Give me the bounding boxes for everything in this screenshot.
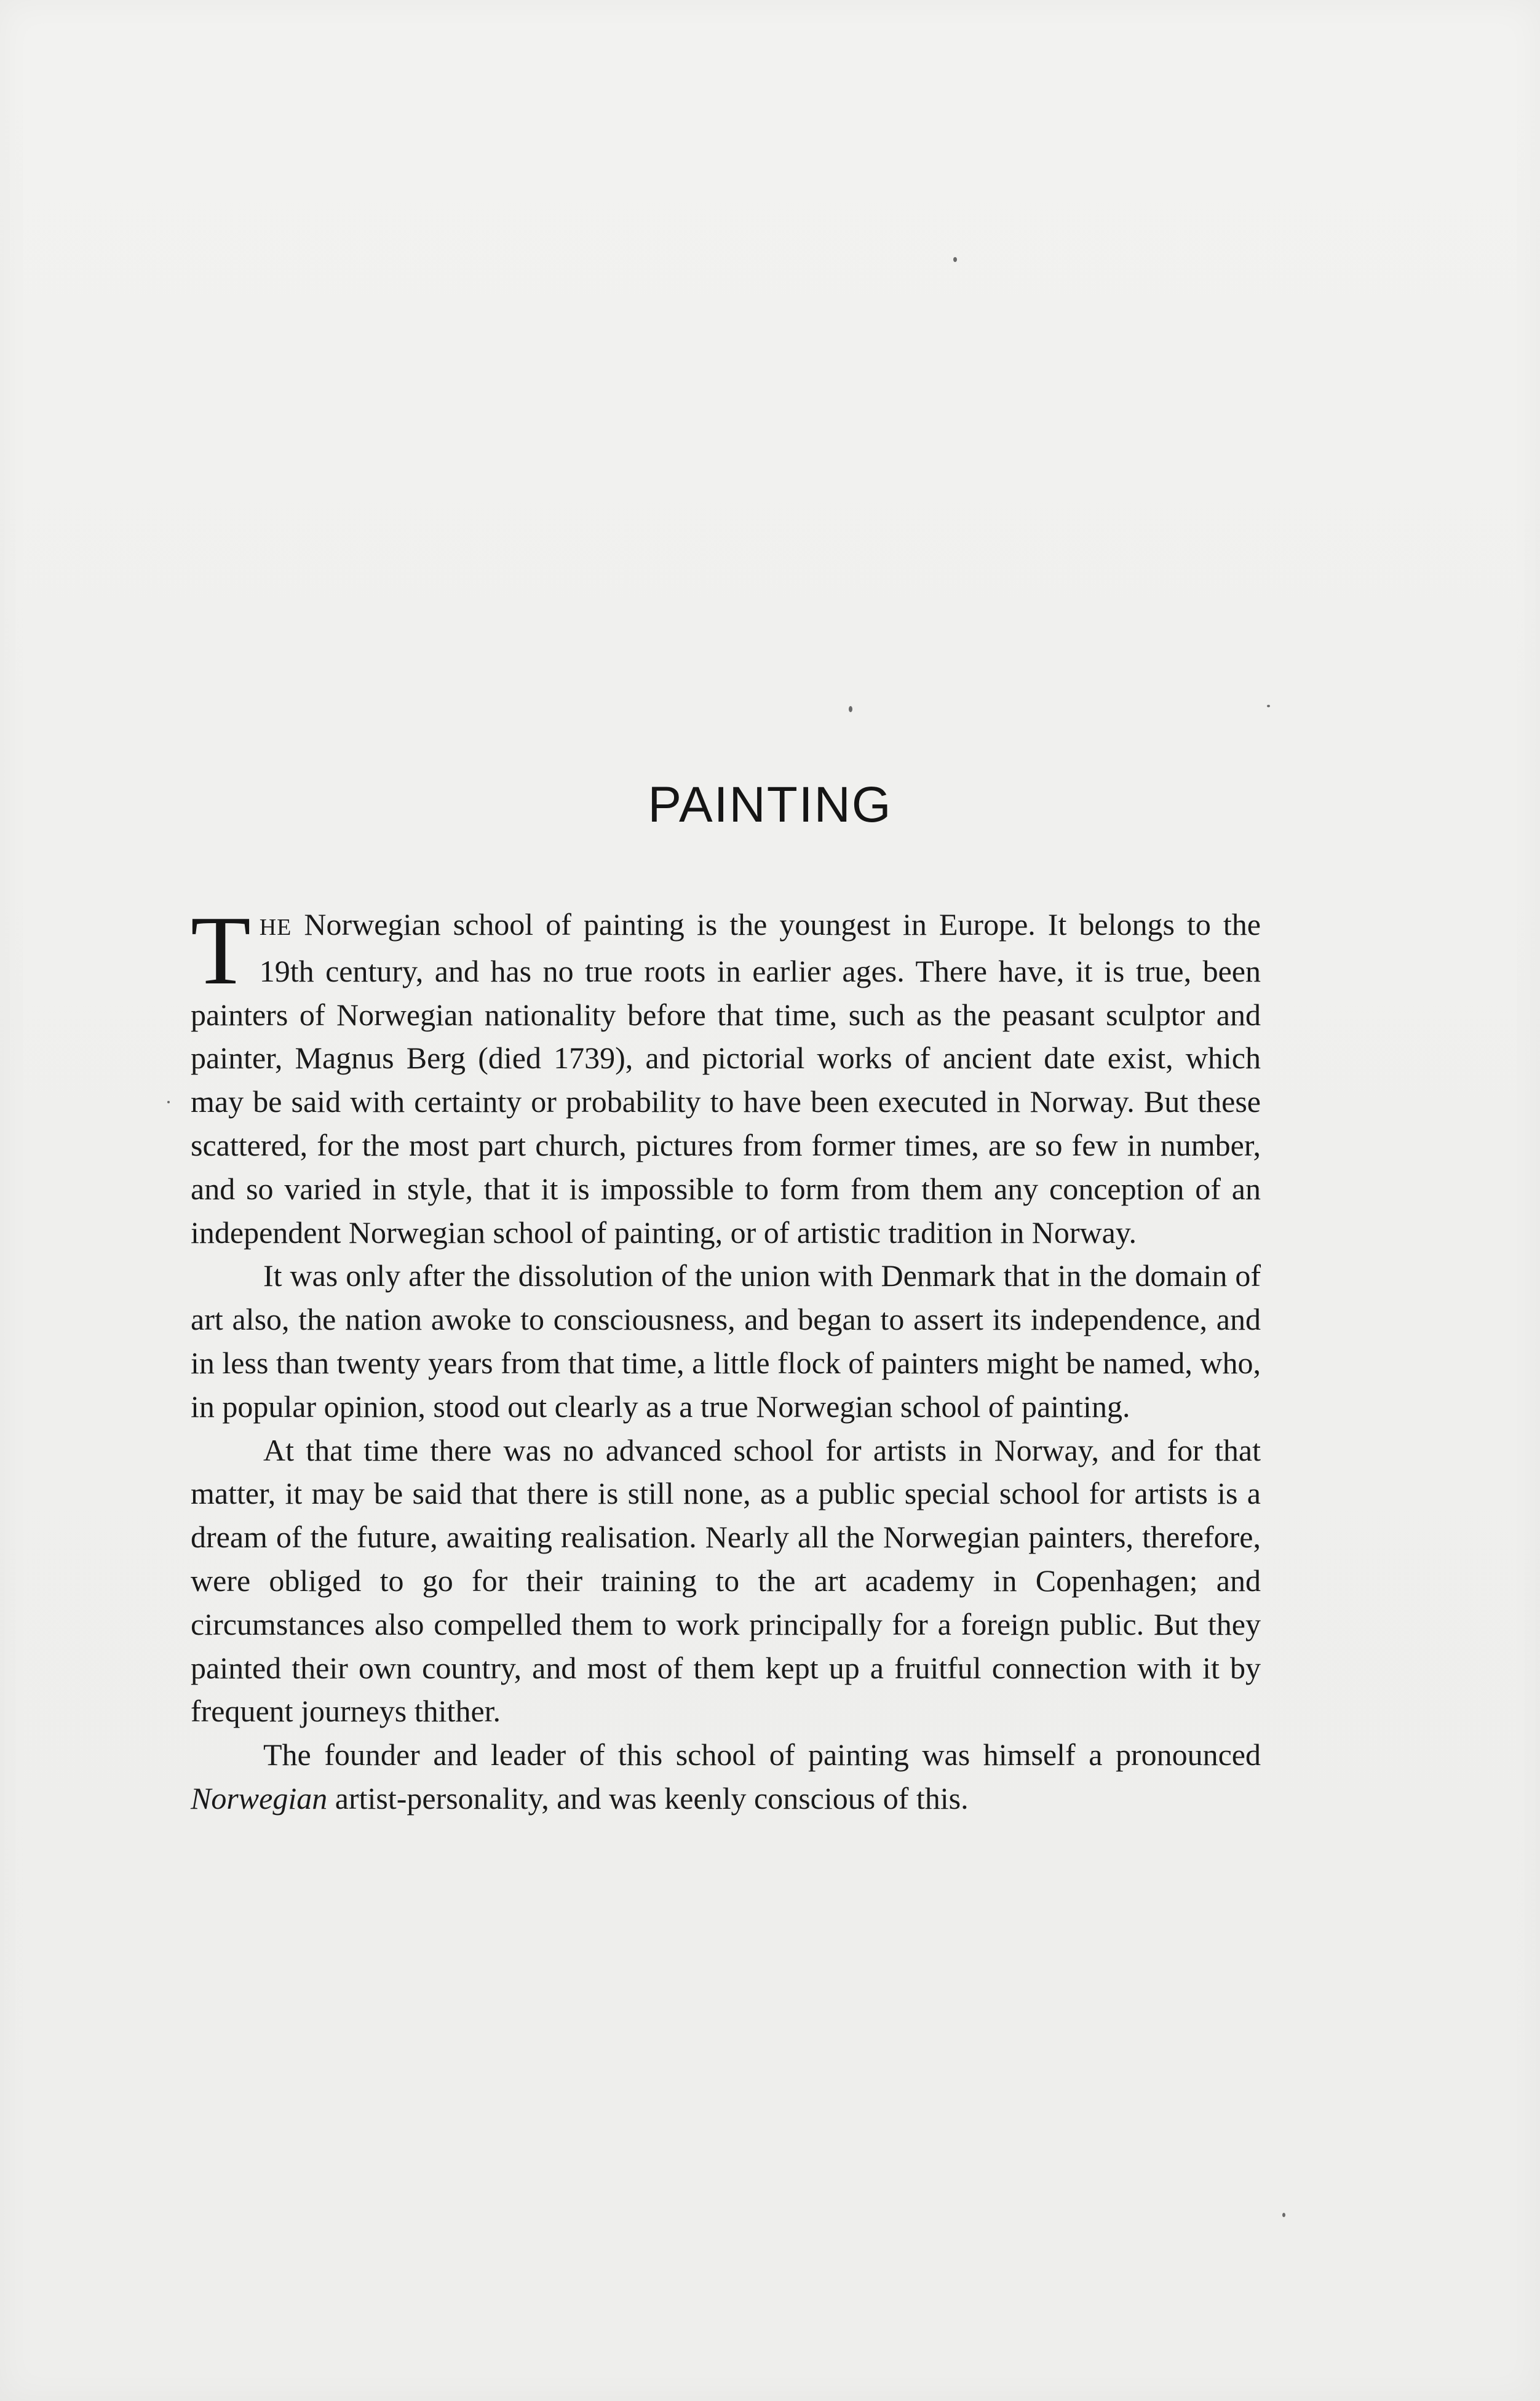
paragraph-1 xyxy=(191,895,1261,1254)
italic-word: Norwegian xyxy=(191,1780,328,1816)
paper-speck xyxy=(167,1101,170,1103)
paper-speck xyxy=(1267,705,1270,707)
paragraph-2: It was only after the dissolution of the union with Denmark that in the domain of art also, the nation awoke to consciousness, and began to assert its independence, and in less than twenty years from that time, a little flock of painters might be named, who, in popular opinion, stood out clearly as a true Norwegian school of painting. xyxy=(191,1258,1261,1424)
paragraph-4-text-after: artist-personality, and was keenly conscious of this. xyxy=(327,1780,969,1816)
drop-cap-letter: T xyxy=(191,895,251,1005)
paragraph-4 xyxy=(191,1733,1261,1820)
paragraph-4-text-before: The founder and leader of this school of painting was himself a pronounced xyxy=(263,1737,1261,1772)
paper-speck xyxy=(953,257,957,262)
paper-speck xyxy=(849,706,852,712)
paragraph-1-text: Norwegian school of painting is the youngest in Europe. It belongs to the 19th century, and has no true roots in earlier ages. There have, it is true, been painters of Norwegian nationality before that time, such as the peasant sculptor and painter, Magnus Berg (died 1739), and pictorial works of ancient date exist, which may be said with certainty or probability to have been executed in Norway. But these scattered, for the most part church, pictures from former times, are so few in number, and so varied in style, that it is impossible to form from them any conception of an independent Norwegian school of painting, or of artistic tradition in Norway. xyxy=(191,907,1261,1250)
chapter-heading: PAINTING xyxy=(648,777,892,833)
paragraph-3: At that time there was no advanced school for artists in Norway, and for that matter, it may be said that there is still none, as a public special school for artists is a dream of the future, awaiting realisation. Nearly all the Norwegian painters, therefore, were obliged to go for their training to the art academy in Copenhagen; and circumstances also compelled them to work principally for a foreign public. But they painted their own country, and most of them kept up a fruitful connection with it by frequent journeys thither. xyxy=(191,1432,1261,1729)
body-text xyxy=(191,895,1261,1820)
paper-speck xyxy=(1282,2213,1285,2217)
small-caps-text: HE xyxy=(259,915,292,940)
